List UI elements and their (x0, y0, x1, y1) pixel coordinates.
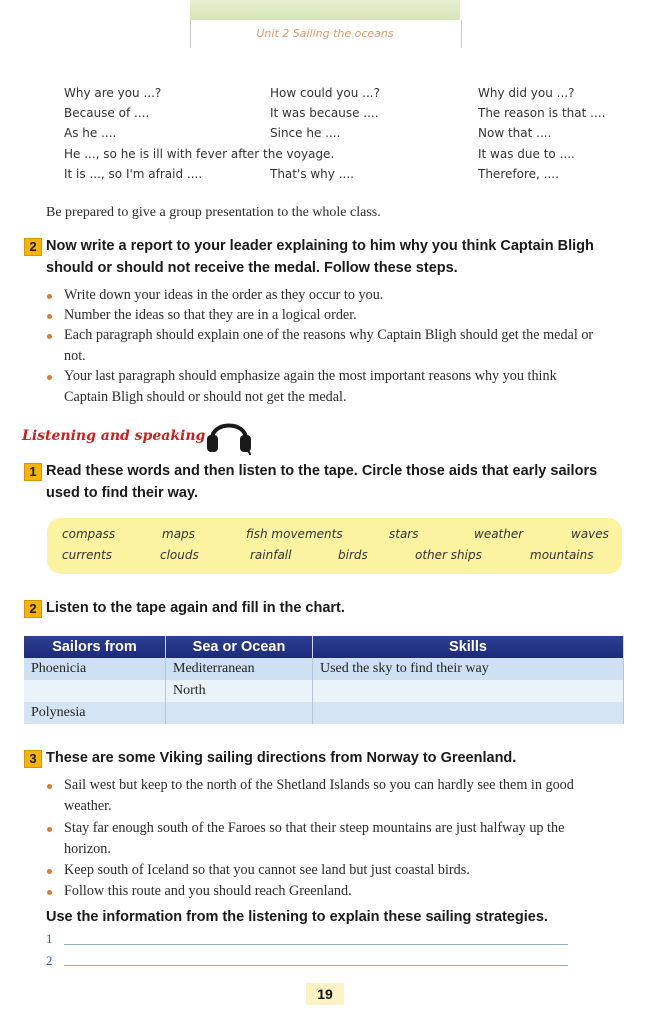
phrase: It was because .... (270, 106, 379, 120)
headphones-icon (204, 413, 254, 455)
phrase: Therefore, .... (478, 167, 559, 181)
phrase: Why did you ...? (478, 86, 575, 100)
chart-cell[interactable] (313, 680, 624, 702)
task-instruction-line: used to find their way. (46, 485, 198, 501)
bullet-item: Stay far enough south of the Faroes so that their steep mountains are just halfway up the (64, 820, 565, 836)
word-option[interactable]: birds (338, 548, 368, 562)
chart-header-cell: Sea or Ocean (166, 636, 313, 658)
bullet-icon (47, 375, 52, 380)
phrase: How could you ...? (270, 86, 380, 100)
phrase: He ..., so he is ill with fever after the voyage. (64, 147, 335, 161)
bullet-icon (47, 294, 52, 299)
section-title: Listening and speaking (22, 428, 206, 444)
word-option[interactable]: other ships (415, 548, 482, 562)
bullet-icon (47, 827, 52, 832)
chart-cell[interactable]: Mediterranean (166, 658, 313, 680)
chart-header-cell: Skills (313, 636, 624, 658)
word-option[interactable]: mountains (530, 548, 594, 562)
answer-number: 1 (46, 931, 53, 946)
phrase: Since he .... (270, 126, 341, 140)
bullet-item: Keep south of Iceland so that you cannot see land but just coastal birds. (64, 862, 470, 878)
bullet-item: Write down your ideas in the order as they occur to you. (64, 287, 384, 303)
phrase: Now that .... (478, 126, 552, 140)
phrase: It was due to .... (478, 147, 575, 161)
strategy-instruction: Use the information from the listening to explain these sailing strategies. (46, 909, 548, 925)
word-option[interactable]: maps (162, 527, 195, 541)
page-number: 19 (317, 986, 333, 1002)
task-instruction: Listen to the tape again and fill in the chart. (46, 600, 345, 616)
bullet-icon (47, 314, 52, 319)
word-option[interactable]: stars (389, 527, 419, 541)
bullet-item-continuation: Captain Bligh should or should not get the medal. (64, 389, 347, 405)
chart-header-cell: Sailors from (24, 636, 166, 658)
phrase: It is ..., so I'm afraid .... (64, 167, 203, 181)
chart-cell[interactable]: Phoenicia (24, 658, 166, 680)
word-option[interactable]: rainfall (250, 548, 292, 562)
header-decoration (190, 0, 460, 20)
chart-cell[interactable] (166, 702, 313, 724)
chart-cell[interactable] (313, 702, 624, 724)
chart-row (24, 680, 624, 702)
task-instruction-line: should or should not receive the medal. Follow these steps. (46, 260, 458, 276)
word-option[interactable]: clouds (160, 548, 199, 562)
bullet-item: Number the ideas so that they are in a logical order. (64, 307, 357, 323)
bullet-item: Each paragraph should explain one of the reasons why Captain Bligh should get the medal or (64, 327, 594, 343)
bullet-icon (47, 890, 52, 895)
chart-cell[interactable]: Used the sky to find their way (313, 658, 624, 680)
chart-cell[interactable]: North (166, 680, 313, 702)
word-option[interactable]: compass (62, 527, 116, 541)
chart-header-row (24, 636, 624, 658)
sailors-chart (24, 636, 624, 724)
bullet-item: Follow this route and you should reach Greenland. (64, 883, 352, 899)
task-instruction (46, 460, 597, 504)
bullet-icon (47, 334, 52, 339)
task-number-badge: 1 (24, 463, 42, 481)
word-option[interactable]: waves (571, 527, 609, 541)
answer-line-1[interactable] (64, 944, 568, 945)
phrase: As he .... (64, 126, 117, 140)
phrase: That's why .... (270, 167, 354, 181)
bullet-item-continuation: horizon. (64, 841, 111, 857)
chart-row (24, 658, 624, 680)
chart-cell[interactable]: Polynesia (24, 702, 166, 724)
answer-line-2[interactable] (64, 965, 568, 966)
task-number-badge: 2 (24, 238, 42, 256)
bullet-item: Your last paragraph should emphasize again the most important reasons why you think (64, 368, 557, 384)
phrase: Because of .... (64, 106, 150, 120)
word-option[interactable]: fish movements (246, 527, 343, 541)
task-number-badge: 2 (24, 600, 42, 618)
bullet-item-continuation: weather. (64, 798, 112, 814)
bullet-item: Sail west but keep to the north of the Shetland Islands so you can hardly see them in good (64, 777, 574, 793)
word-option[interactable]: weather (474, 527, 524, 541)
task-instruction-line: Now write a report to your leader explaining to him why you think Captain Bligh (46, 238, 594, 254)
phrase: Why are you ...? (64, 86, 162, 100)
task-instruction (46, 235, 594, 279)
answer-number: 2 (46, 953, 53, 968)
bullet-icon (47, 869, 52, 874)
word-option[interactable]: currents (62, 548, 113, 562)
phrase: The reason is that .... (478, 106, 606, 120)
bullet-icon (47, 784, 52, 789)
task-number-badge: 3 (24, 750, 42, 768)
task-instruction: These are some Viking sailing directions from Norway to Greenland. (46, 750, 517, 766)
unit-title: Unit 2 Sailing the oceans (256, 27, 394, 40)
bullet-item-continuation: not. (64, 348, 86, 364)
chart-cell[interactable] (24, 680, 166, 702)
presentation-note: Be prepared to give a group presentation to the whole class. (46, 205, 381, 220)
chart-row (24, 702, 624, 724)
task-instruction-line: Read these words and then listen to the tape. Circle those aids that early sailors (46, 463, 598, 479)
